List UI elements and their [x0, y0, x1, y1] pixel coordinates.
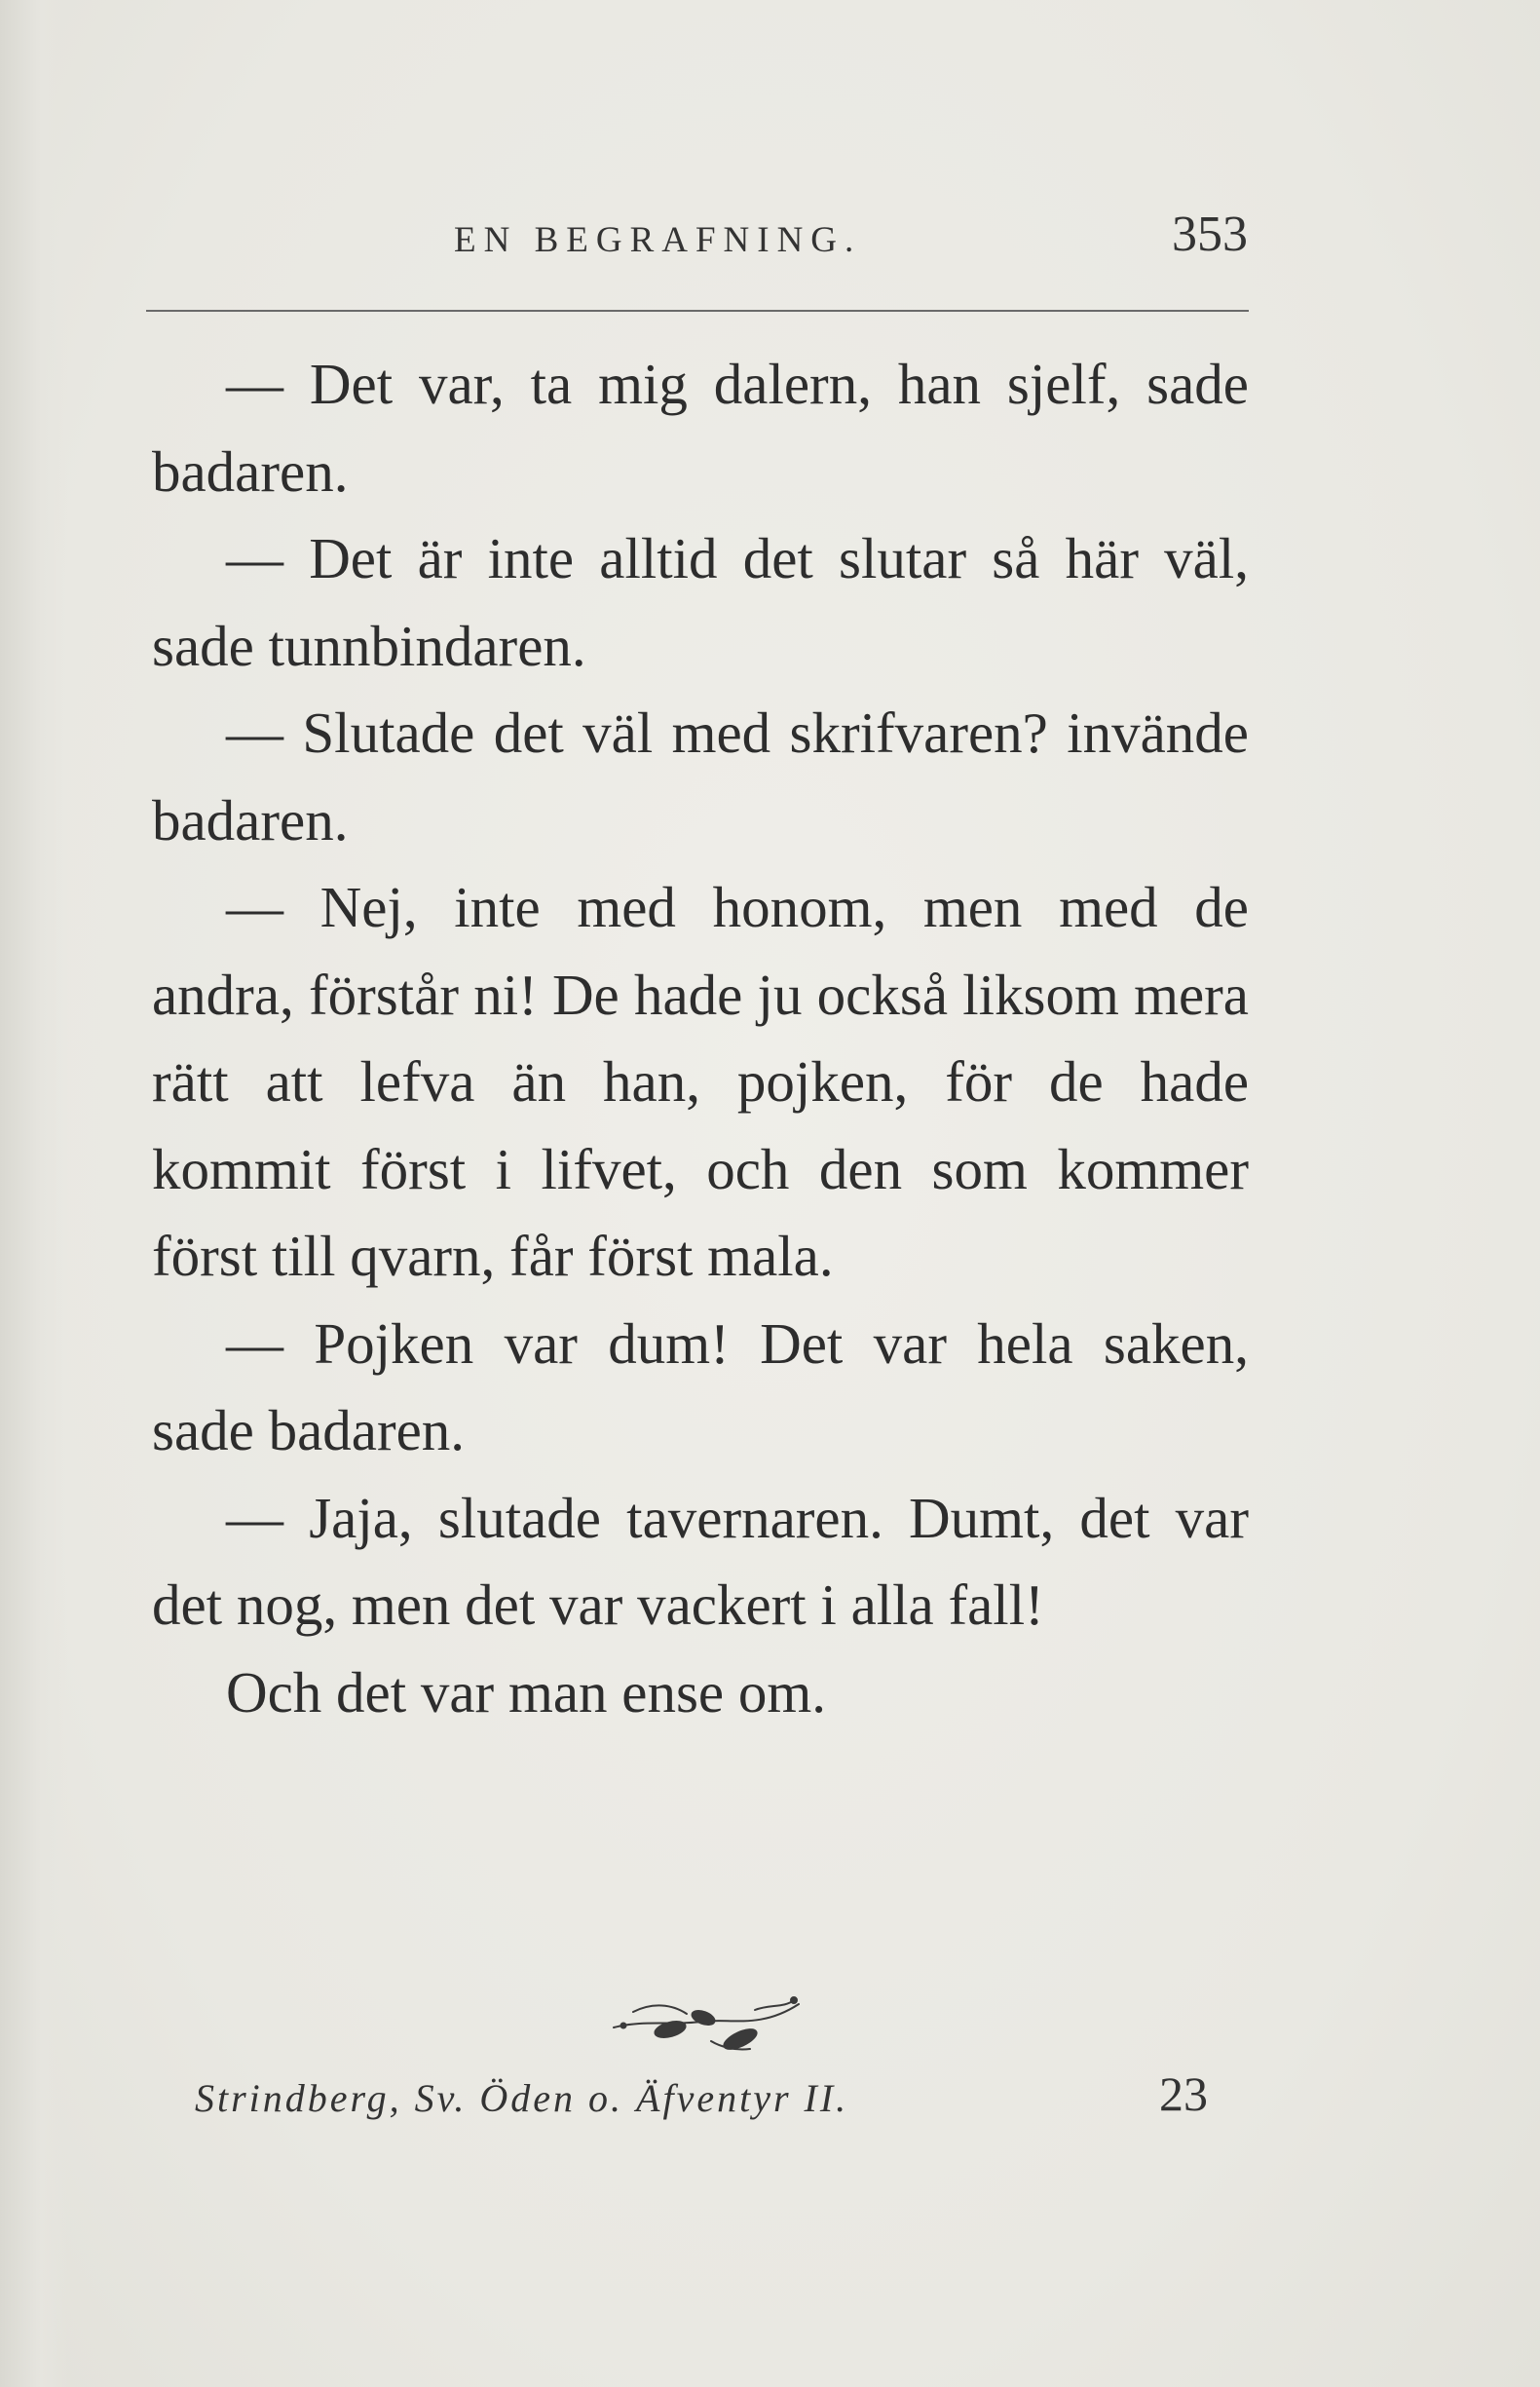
page-header [152, 200, 1248, 278]
floral-ornament-icon [594, 1983, 828, 2061]
sheet-number: 23 [1159, 2066, 1208, 2121]
page-number: 353 [1172, 207, 1248, 262]
paragraph: — Nej, inte med honom, men med de andra, förstår ni! De hade ju också liksom mera rätt att lefva än han, pojken, för de hade kommit först i lifvet, och den som kommer först till qvarn, får först mala. [152, 875, 1249, 1288]
paragraph: — Jaja, slutade tavernaren. Dumt, det var det nog, men det var vackert i alla fall! [152, 1485, 1249, 1637]
running-title: EN BEGRAFNING. [454, 220, 862, 260]
paragraph: — Det är inte alltid det slutar så här väl, sade tunnbindaren. [152, 526, 1249, 678]
signature-line: Strindberg, Sv. Öden o. Äfventyr II. [195, 2076, 849, 2120]
paragraph: — Pojken var dum! Det var hela saken, sade badaren. [152, 1310, 1249, 1462]
paragraph: Och det var man ense om. [226, 1659, 827, 1724]
header-rule [146, 310, 1249, 312]
paragraph: — Det var, ta mig dalern, han sjelf, sade badaren. [152, 352, 1249, 504]
page-footer [195, 2065, 1208, 2134]
paragraph: — Slutade det väl med skrifvaren? invände badaren. [152, 701, 1249, 852]
body-text [152, 341, 1249, 1736]
gutter-shadow [0, 0, 68, 2387]
